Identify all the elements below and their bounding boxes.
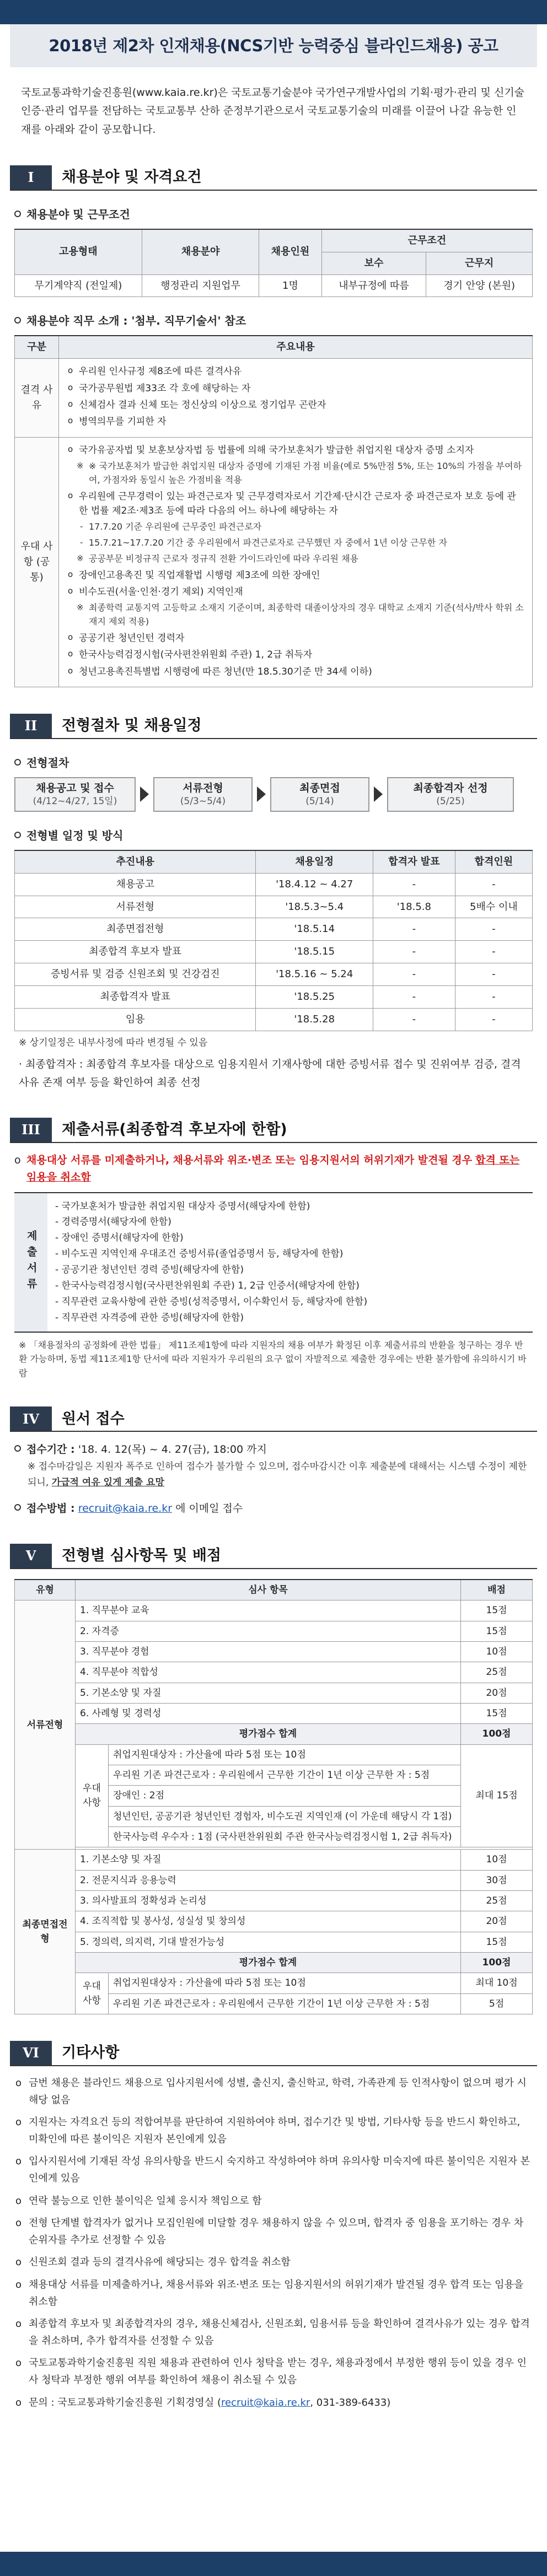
table-row: 2. 전문지식과 응용능력 30점 — [15, 1870, 533, 1890]
col-place: 근무지 — [426, 252, 533, 274]
col-type: 고용형태 — [15, 229, 142, 274]
section-6-title: 기타사항 — [62, 2044, 120, 2062]
table-row: 6. 사례형 및 경력성 15점 — [15, 1703, 533, 1723]
process-flow — [14, 777, 533, 812]
table-row: 5. 기본소양 및 자질 20점 — [15, 1683, 533, 1703]
bullet-ring-icon — [14, 832, 21, 838]
arrow-right-icon — [374, 786, 383, 802]
section-6-number: VI — [10, 2041, 52, 2065]
table-row: 3. 직무분야 경험 10점 — [15, 1641, 533, 1662]
apply-method: 접수방법 : recruit@kaia.re.kr 에 이메일 접수 — [14, 1500, 533, 1517]
intro-paragraph: 국토교통과학기술진흥원(www.kaia.re.kr)은 국토교통기술분야 국가연구개발사업의 기획·평가·관리 및 신기술 인증·관리 업무를 전담하는 국토교통부 산하 준정부기관으로서 국토교통기술의 미래를 이끌어 나갈 유능한 인재를 아래와 같이 공모합니다. — [21, 87, 525, 136]
list-item: o 금번 채용은 블라인드 채용으로 입사지원서에 성별, 출신지, 출신학교, 학력, 가족관계 등 인적사항이 없으며 평가 시 해당 없음 — [14, 2075, 533, 2109]
bullet-ring-icon — [14, 759, 21, 766]
table-row: 최종면접전형 1. 기본소양 및 자질 10점 — [15, 1850, 533, 1870]
list-item: o 입사지원서에 기재된 작성 유의사항을 반드시 숙지하고 작성하여야 하며 유의사항 미숙지에 따른 불이익은 지원자 본인에게 있음 — [14, 2153, 533, 2187]
table-row: 최종합격 후보자 발표 '18.5.15 - - — [15, 941, 533, 963]
table-row: 청년인턴, 공공기관 청년인턴 경험자, 비수도권 지역인재 (이 가운데 해당시 각 1점) — [15, 1806, 533, 1826]
list-item: o 지원자는 자격요건 등의 적합여부를 판단하여 지원하여야 하며, 접수기간 및 방법, 기타사항 등을 반드시 확인하고, 미확인에 따른 불이익은 지원자 본인에게 있음 — [14, 2114, 533, 2148]
table-row: 임용 '18.5.28 - - — [15, 1009, 533, 1031]
list-item: o 채용대상 서류를 미제출하거나, 채용서류와 위조·변조 또는 임용지원서의 허위기재가 발견될 경우 합격 또는 임용을 취소함 — [14, 2277, 533, 2310]
list-item: o 최종합격 후보자 및 최종합격자의 경우, 채용신체검사, 신원조회, 임용서류 등을 확인하여 결격사유가 있는 경우 합격을 취소하며, 추가 합격자를 선정할 수 있음 — [14, 2316, 533, 2349]
job-condition-table — [14, 229, 533, 298]
section-2-sub2: 전형별 일정 및 방식 — [14, 827, 533, 844]
table-row: 서류전형 '18.5.3~5.4 '18.5.8 5배수 이내 — [15, 896, 533, 918]
section-1-sub2: 채용분야 직무 소개 : '첨부. 직무기술서' 참조 — [14, 312, 533, 330]
section-3-header — [10, 1118, 537, 1143]
bottom-decor-bar — [0, 2552, 547, 2576]
col-content: 주요내용 — [59, 336, 533, 358]
table-row: 서류전형 1. 직무분야 교육 15점 — [15, 1600, 533, 1621]
section-3-title: 제출서류(최종합격 후보자에 한함) — [62, 1120, 287, 1138]
page-title: 2018년 제2차 인재채용(NCS기반 능력중심 블라인드채용) 공고 — [10, 24, 537, 67]
col-field: 채용분야 — [142, 229, 259, 274]
schedule-table: 추진내용 채용일정 합격자 발표 합격인원 채용공고 '18.4.12 ~ 4.27 - - 서류전형 '18.5.3~5.4 '18.5.8 5배수 이내 최종면접전형 '18.5.14 - - 최종합격 후보자 발표 '18.5.15 - - 증빙서류 및 검증 신원조회 및 건강검진 '18.5.16 ~ 5.24 - - 최종합격자 발표 '18.5.25 - - 임용 '18.5.28 - - — [14, 850, 533, 1031]
bullet-ring-icon — [14, 211, 21, 217]
bullet-ring-icon — [14, 317, 21, 324]
table-row: 평가점수 합계 100점 — [15, 1953, 533, 1973]
section-4-header — [10, 1406, 537, 1432]
flow-step-4: 최종합격자 선정 (5/25) — [387, 777, 514, 812]
table-row: 우리원 기존 파견근로자 : 우리원에서 근무한 기간이 1년 이상 근무한 자 : 5점 5점 — [15, 1993, 533, 2014]
table-row: 장애인 : 2점 — [15, 1786, 533, 1806]
arrow-right-icon — [140, 786, 149, 802]
section-5-number: V — [10, 1544, 52, 1568]
table-row: 우리원 기존 파견근로자 : 우리원에서 근무한 기간이 1년 이상 근무한 자 : 5점 — [15, 1765, 533, 1785]
flow-step-2: 서류전형 (5/3~5/4) — [153, 777, 253, 812]
final-selection-note: · 최종합격자 : 최종합격 후보자를 대상으로 임용지원서 기재사항에 대한 증빙서류 접수 및 진위여부 검증, 결격사유 존재 여부 등을 확인하여 최종 선정 — [19, 1058, 521, 1088]
apply-period: 접수기간 : '18. 4. 12(목) ~ 4. 27(금), 18:00 까지 ※ 접수마감일은 지원자 폭주로 인하여 접수가 불가할 수 있으며, 접수마감시간 이후 제출분에 대해서는 시스템 수정이 제한되니, 가급적 여유 있게 제출 요망 — [14, 1441, 533, 1490]
table-row: 4. 직무분야 적합성 25점 — [15, 1662, 533, 1683]
document-list: - 국가보훈처가 발급한 취업지원 대상자 증명서(해당자에 한함) - 경력증명서(해당자에 한함) - 장애인 증명서(해당자에 한함) - 비수도권 지역인재 우대조건 증빙서류(졸업증명서 등, 해당자에 한함) - 공공기관 청년인턴 경력 증빙(해당자에 한함) - 한국사능력검정시험(국사편찬위원회 주관) 1, 2급 인증서(해당자에 한함) - 직무관련 교육사항에 관한 증빙(성적증명서, 이수확인서 등, 해당자에 한함) - 직무관련 자격증에 관한 증빙(해당자에 한함) — [55, 1200, 368, 1323]
list-item: o 연락 불능으로 인한 불이익은 일체 응시자 책임으로 함 — [14, 2193, 533, 2210]
etc-list — [14, 2075, 533, 2411]
apply-email-link[interactable]: recruit@kaia.re.kr — [78, 1502, 173, 1515]
top-decor-bar — [0, 0, 547, 24]
section-2-title: 전형절차 및 채용일정 — [62, 717, 202, 735]
table-row: 결격 사유 o 우리원 인사규정 제8조에 따른 결격사유 o 국가공무원법 제33조 각 호에 해당하는 자 o 신체검사 결과 신체 또는 정신상의 이상으로 정기업무 곤란자 o 병역의무를 기피한 자 — [15, 359, 533, 437]
col-category: 구분 — [15, 336, 59, 358]
table-row: 무기계약직 (전일제) 행정관리 지원업무 1명 내부규정에 따름 경기 안양 (본원) — [15, 274, 533, 297]
table-row: 한국사능력 우수자 : 1점 (국사편찬위원회 주관 한국사능력검정시험 1, 2급 취득자) — [15, 1826, 533, 1847]
section-5-header — [10, 1544, 537, 1569]
table-row: 우대 사항 (공통) o 국가유공자법 및 보훈보상자법 등 법률에 의해 국가보훈처가 발급한 취업지원 대상자 증명 소지자 ※ ※ 국가보훈처가 발급한 취업지원 대상자 증명에 기재된 가점 비율(예로 5%만점 5%, 또는 10%의 가점을 부여하여, 가점자와 동일시 높은 가점비율 적용 o 우리원에 근무경력이 있는 파견근로자 및 근무경력자로서 기간제·단시간 근로자 중 파견근로자 보호 등에 관한 법률 제2조·제3조 등에 따라 다음의 어느 하나에 해당하는 자 - 17.7.20 기준 우리원에 근무중인 파견근로자 - 15.7.21~17.7.20 기간 중 우리원에서 파견근로자로 근무했던 자 중에서 1년 이상 근무한 자 ※ 공공부문 비정규직 근로자 정규직 전환 가이드라인에 따라 우리원 채용 o 장애인고용촉진 및 직업재활법 시행령 제3조에 의한 장애인 o 비수도권(서울·인천·경기 제외) 지역인재 ※ 최종학력 교통지역 고등학교 소재지 기준이며, 최종학력 대졸이상자의 경우 대학교 소재지 기준(석사/박사 학위 소재지 제외 적용) o 공공기관 청년인턴 경력자 o 한국사능력검정시험(국사편찬위원회 주관) 1, 2급 취득자 o 청년고용촉진특별법 시행령에 따른 청년(만 18.5.30기준 만 34세 이하) — [15, 437, 533, 687]
section-1-header — [10, 165, 537, 191]
bullet-ring-icon — [14, 1504, 21, 1511]
table-row: 우대 사항 취업지원대상자 : 가산율에 따라 5점 또는 10점 최대 15점 — [15, 1744, 533, 1765]
section-3-number: III — [10, 1118, 52, 1142]
list-item: o 전형 단계별 합격자가 없거나 모집인원에 미달할 경우 채용하지 않을 수 있으며, 합격자 중 임용을 포기하는 경우 차순위자를 추가로 선정할 수 있음 — [14, 2215, 533, 2249]
arrow-right-icon — [257, 786, 266, 802]
section-5-title: 전형별 심사항목 및 배점 — [62, 1546, 222, 1564]
table-row: 평가점수 합계 100점 — [15, 1724, 533, 1744]
requirement-table — [14, 335, 533, 687]
section-2-number: II — [10, 714, 52, 738]
col-pay: 보수 — [321, 252, 426, 274]
col-count: 채용인원 — [259, 229, 322, 274]
table-row: 최종면접전형 '18.5.14 - - — [15, 918, 533, 941]
document-warning: o 채용대상 서류를 미제출하거나, 채용서류와 위조·변조 또는 임용지원서의 허위기재가 발견될 경우 합격 또는 임용을 취소함 — [14, 1152, 533, 1187]
section-1-number: I — [10, 165, 52, 190]
section-2-header — [10, 714, 537, 739]
contact-email-link[interactable]: recruit@kaia.re.kr — [221, 2396, 310, 2408]
section-2-sub1: 전형절차 — [14, 755, 533, 772]
document-list-box — [14, 1192, 533, 1333]
table-row: 채용공고 '18.4.12 ~ 4.27 - - — [15, 873, 533, 896]
document-return-note: ※ 「채용절차의 공정화에 관한 법률」 제11조제1항에 따라 지원자의 채용 여부가 확정된 이후 제출서류의 반환을 청구하는 경우 반환 가능하며, 동법 제11조제1항 단서에 따라 지원자가 우리원의 요구 없이 자발적으로 제출한 경우에는 반환 불가함에 유의하시기 바람 — [19, 1339, 527, 1378]
section-4-title: 원서 접수 — [62, 1410, 125, 1427]
table-row: 3. 의사발표의 정확성과 논리성 25점 — [15, 1890, 533, 1911]
section-1-sub1: 채용분야 및 근무조건 — [14, 206, 533, 223]
table-row: 최종합격자 발표 '18.5.25 - - — [15, 986, 533, 1009]
table-row: 2. 자격증 15점 — [15, 1621, 533, 1641]
table-row: 증빙서류 및 검증 신원조회 및 건강검진 '18.5.16 ~ 5.24 - - — [15, 963, 533, 986]
document-side-label: 제출서류 — [14, 1193, 47, 1332]
bullet-ring-icon — [14, 1445, 21, 1452]
contact-item: o 문의 : 국토교통과학기술진흥원 기획경영실 (recruit@kaia.re.kr, 031-389-6433) — [14, 2395, 533, 2412]
scoring-table: 유형 심사 항목 배점 서류전형 1. 직무분야 교육 15점 2. 자격증 15점 3. 직무분야 경험 10점 4. 직무분야 적합성 25점 5. 기본소양 및 자질 20점 6. 사례형 및 경력성 15점 평가점수 합계 100점 우대 사항 취업지원대상자 : 가산율에 따라 5점 또는 10점 최대 15점 우리원 기존 파견근로자 : 우리원에서 근무한 기간이 1년 이상 근무한 자 : 5점 장애인 : 2점 청년인턴, 공공기관 청년인턴 경험자, 비수도권 지역인재 (이 가운데 해당시 각 1점) 한국사능력 우수자 : 1점 (국사편찬위원회 주관 한국사능력검정시험 1, 2급 취득자) 최종면접전형 1. 기본소양 및 자질 10점 2. 전문지식과 응용능력 30점 3. 의사발표의 정확성과 논리성 25점 4. 조직적합 및 봉사성, 성실성 및 창의성 20점 5. 정의력, 의지력, 기대 발전가능성 15점 평가점수 합계 100점 우대 사항 취업지원대상자 : 가산율에 따라 5점 또는 10점 최대 10점 우리원 기존 파견근로자 : 우리원에서 근무한 기간이 1년 이상 근무한 자 : 5점 5점 — [14, 1579, 533, 2014]
col-condition: 근무조건 — [321, 229, 532, 252]
table-row: 4. 조직적합 및 봉사성, 성실성 및 창의성 20점 — [15, 1911, 533, 1932]
section-4-number: IV — [10, 1406, 52, 1431]
section-1-title: 채용분야 및 자격요건 — [62, 168, 202, 186]
schedule-note: ※ 상기일정은 내부사정에 따라 변경될 수 있음 — [19, 1037, 208, 1048]
flow-step-3: 최종면접 (5/14) — [270, 777, 369, 812]
table-row: 우대 사항 취업지원대상자 : 가산율에 따라 5점 또는 10점 최대 10점 — [15, 1973, 533, 1993]
flow-step-1: 채용공고 및 접수 (4/12~4/27, 15일) — [14, 777, 136, 812]
list-item: o 국토교통과학기술진흥원 직원 채용과 관련하여 인사 청탁을 받는 경우, 채용과정에서 부정한 행위 등이 있을 경우 인사 청탁과 부정한 행위 여부를 확인하여 채용이 취소될 수 있음 — [14, 2355, 533, 2389]
section-6-header — [10, 2041, 537, 2066]
list-item: o 신원조회 결과 등의 결격사유에 해당되는 경우 합격을 취소함 — [14, 2254, 533, 2271]
table-row: 5. 정의력, 의지력, 기대 발전가능성 15점 — [15, 1932, 533, 1952]
